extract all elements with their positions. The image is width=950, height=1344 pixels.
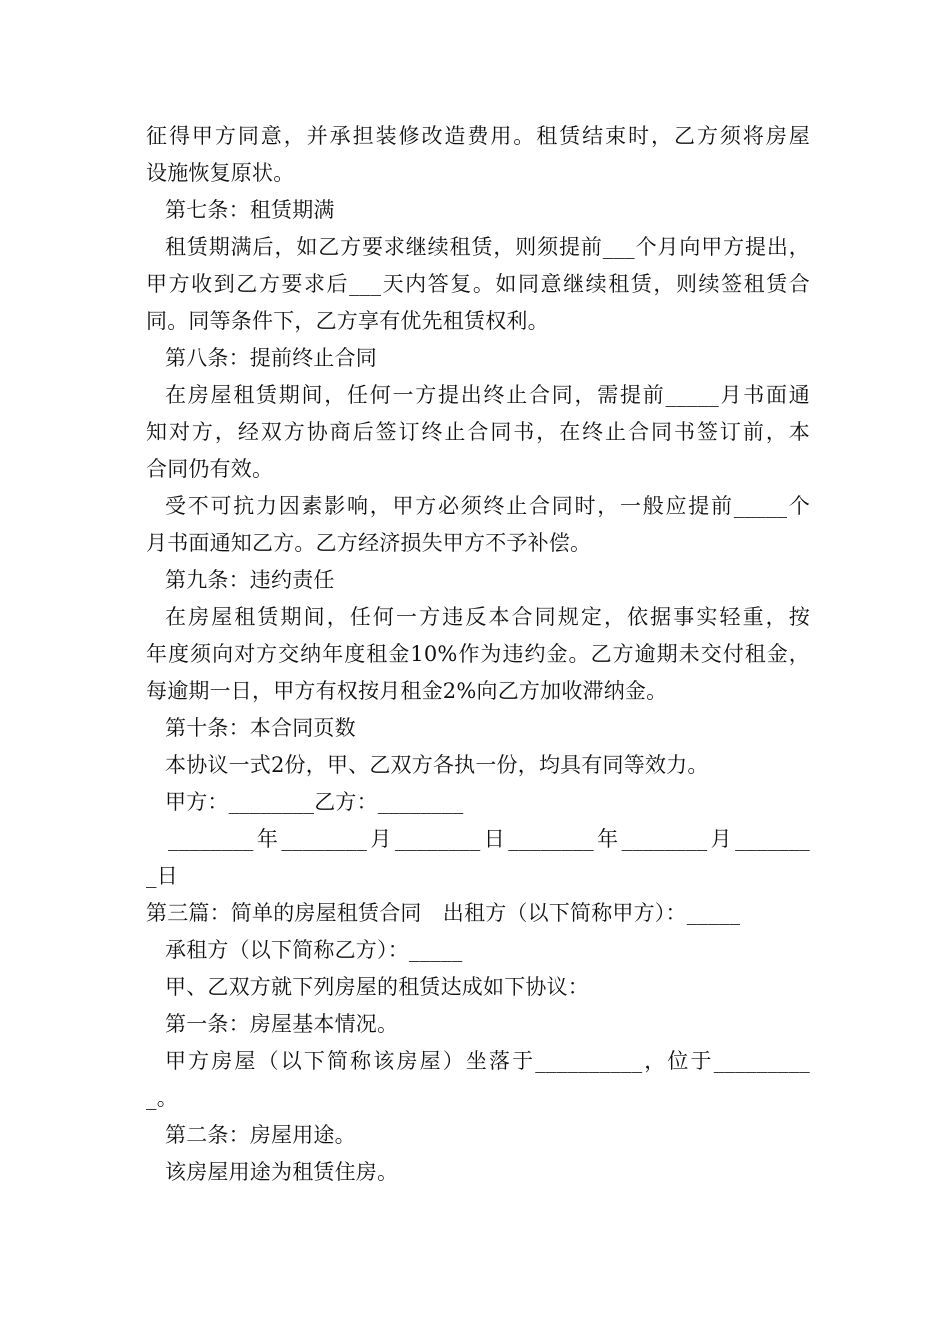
paragraph-line: 承租方（以下简称乙方）：_____	[165, 938, 463, 962]
paragraph-line: 甲方收到乙方要求后___天内答复。如同意继续租赁，则续签租赁合	[146, 272, 810, 296]
date-line: ________年________月________日________年________月_______	[168, 827, 810, 851]
paragraph-line: 甲方房屋（以下简称该房屋）坐落于__________，位于_________	[165, 1049, 810, 1073]
signature-line: 甲方：________乙方：________	[165, 790, 464, 814]
paragraph-line: 同。同等条件下，乙方享有优先租赁权利。	[146, 309, 549, 333]
paragraph-line: 该房屋用途为租赁住房。	[165, 1160, 399, 1184]
article-heading: 第十条：本合同页数	[165, 716, 356, 740]
paragraph-line: 在房屋租赁期间，任何一方提出终止合同，需提前_____月书面通	[165, 383, 810, 407]
paragraph-line: 年度须向对方交纳年度租金10%作为违约金。乙方逾期未交付租金，	[146, 642, 810, 666]
article-heading: 第九条：违约责任	[165, 568, 335, 592]
paragraph-line: 合同仍有效。	[146, 457, 274, 481]
paragraph-line: 每逾期一日，甲方有权按月租金2%向乙方加收滞纳金。	[146, 679, 668, 703]
paragraph-line: 征得甲方同意，并承担装修改造费用。租赁结束时，乙方须将房屋	[146, 124, 810, 148]
article-heading: 第七条：租赁期满	[165, 198, 335, 222]
paragraph-line: 设施恢复原状。	[146, 161, 295, 185]
paragraph-line: 知对方，经双方协商后签订终止合同书，在终止合同书签订前，本	[146, 420, 810, 444]
paragraph-line: 租赁期满后，如乙方要求继续租赁，则须提前___个月向甲方提出，	[165, 235, 810, 259]
section-heading: 第三篇：简单的房屋租赁合同 出租方（以下简称甲方）：_____	[146, 901, 741, 925]
article-heading: 第八条：提前终止合同	[165, 346, 377, 370]
paragraph-line: 本协议一式2份，甲、乙双方各执一份，均具有同等效力。	[165, 753, 709, 777]
date-line: _日	[146, 864, 178, 888]
paragraph-line: _。	[146, 1086, 178, 1110]
document-page	[146, 118, 810, 1191]
paragraph-line: 甲、乙双方就下列房屋的租赁达成如下协议：	[165, 975, 589, 999]
paragraph-line: 受不可抗力因素影响，甲方必须终止合同时，一般应提前_____个	[165, 494, 810, 518]
article-heading: 第二条：房屋用途。	[165, 1123, 356, 1147]
article-heading: 第一条：房屋基本情况。	[165, 1012, 399, 1036]
paragraph-line: 在房屋租赁期间，任何一方违反本合同规定，依据事实轻重，按	[165, 605, 810, 629]
paragraph-line: 月书面通知乙方。乙方经济损失甲方不予补偿。	[146, 531, 592, 555]
